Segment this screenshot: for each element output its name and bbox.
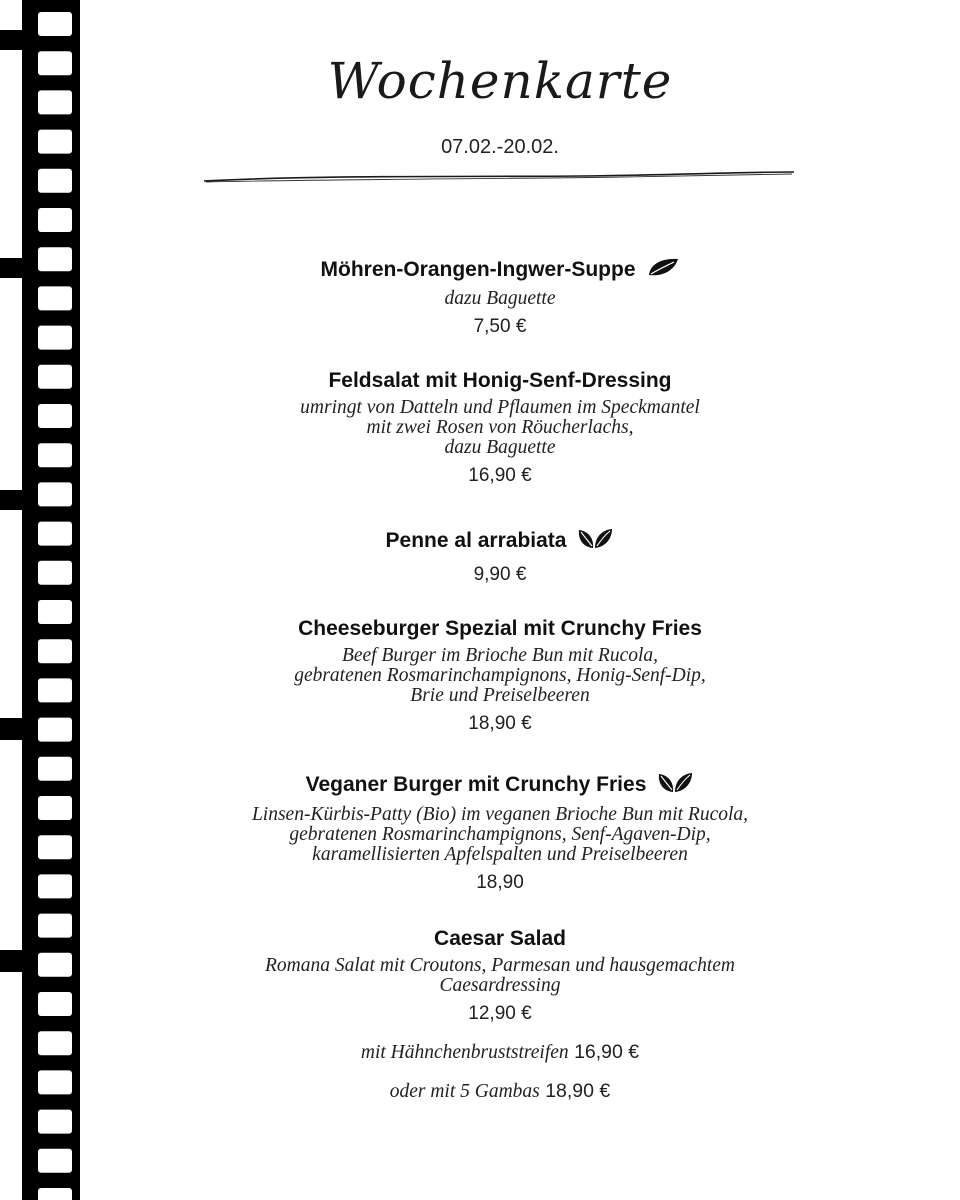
film-frame-divider	[0, 258, 24, 278]
menu-item	[80, 368, 920, 488]
extra-price: 18,90 €	[545, 1080, 611, 1102]
description-line: mit zwei Rosen von Röucherlachs,	[366, 417, 634, 438]
film-sprocket-hole	[38, 639, 72, 663]
description-line: Romana Salat mit Croutons, Parmesan und hausgemachtem	[265, 955, 735, 976]
film-sprocket-hole	[38, 404, 72, 428]
film-sprocket-hole	[38, 90, 72, 114]
menu-item	[80, 926, 920, 1104]
film-sprocket-hole	[38, 914, 72, 938]
dish-price: 16,90 €	[468, 465, 532, 486]
dish-price: 18,90	[476, 872, 524, 893]
film-sprocket-hole	[38, 1110, 72, 1134]
film-frame-divider	[0, 718, 24, 740]
film-sprocket-hole	[38, 992, 72, 1016]
film-sprocket-hole	[38, 1031, 72, 1055]
menu-title: Wochenkarte	[327, 52, 673, 110]
dish-description	[80, 805, 920, 865]
dish-name: Möhren-Orangen-Ingwer-Suppe	[320, 258, 636, 282]
film-sprocket-hole	[38, 208, 72, 232]
description-line: dazu Baguette	[444, 437, 556, 458]
dish-description	[80, 398, 920, 458]
extra-label: oder mit 5 Gambas	[389, 1081, 540, 1102]
leaf-icon	[646, 256, 680, 285]
film-sprocket-hole	[38, 678, 72, 702]
film-sprocket-hole	[38, 1070, 72, 1094]
date-range: 07.02.-20.02.	[441, 136, 559, 158]
film-sprocket-hole	[38, 169, 72, 193]
vegan-leaves-icon	[656, 770, 694, 801]
description-line: gebratenen Rosmarinchampignons, Honig-Senf-Dip,	[294, 665, 706, 686]
film-sprocket-hole	[38, 953, 72, 977]
film-frame-divider	[0, 30, 24, 50]
dish-description	[80, 956, 920, 996]
dish-name: Cheeseburger Spezial mit Crunchy Fries	[298, 617, 702, 640]
description-line: Brie und Preiselbeeren	[410, 685, 590, 706]
menu-item	[80, 526, 920, 587]
dish-extra-option	[80, 1040, 920, 1065]
film-sprocket-hole	[38, 130, 72, 154]
extra-price: 16,90 €	[574, 1041, 640, 1063]
film-sprocket-hole	[38, 51, 72, 75]
description-line: Caesardressing	[439, 975, 561, 996]
divider-line	[202, 166, 798, 188]
dish-extra-option	[80, 1079, 920, 1104]
film-sprocket-hole	[38, 247, 72, 271]
dish-price: 7,50 €	[473, 316, 527, 337]
film-sprocket-hole	[38, 796, 72, 820]
film-sprocket-hole	[38, 1149, 72, 1173]
dish-name: Feldsalat mit Honig-Senf-Dressing	[328, 369, 672, 392]
menu-item	[80, 256, 920, 339]
dish-description	[80, 646, 920, 706]
film-sprocket-hole	[38, 600, 72, 624]
dish-name: Penne al arrabiata	[385, 529, 567, 553]
vegan-leaves-icon	[576, 526, 614, 557]
film-frame-divider	[0, 490, 24, 510]
film-frame-divider	[0, 950, 24, 972]
dish-price: 18,90 €	[468, 713, 532, 734]
film-sprocket-hole	[38, 12, 72, 36]
description-line: Beef Burger im Brioche Bun mit Rucola,	[341, 645, 659, 666]
menu-item	[80, 616, 920, 736]
dish-name: Veganer Burger mit Crunchy Fries	[305, 773, 647, 797]
description-line: karamellisierten Apfelspalten und Preiselbeeren	[312, 844, 688, 865]
description-line: Linsen-Kürbis-Patty (Bio) im veganen Brioche Bun mit Rucola,	[251, 804, 749, 825]
description-line: dazu Baguette	[444, 288, 556, 309]
menu-item	[80, 770, 920, 895]
film-sprocket-hole	[38, 561, 72, 585]
film-sprocket-hole	[38, 835, 72, 859]
film-sprocket-hole	[38, 874, 72, 898]
description-line: gebratenen Rosmarinchampignons, Senf-Agaven-Dip,	[289, 824, 711, 845]
dish-name: Caesar Salad	[434, 927, 566, 950]
dish-description	[80, 289, 920, 309]
film-sprocket-hole	[38, 718, 72, 742]
film-sprocket-hole	[38, 522, 72, 546]
film-sprocket-hole	[38, 757, 72, 781]
description-line: umringt von Datteln und Pflaumen im Speckmantel	[300, 397, 700, 418]
film-sprocket-hole	[38, 365, 72, 389]
film-sprocket-hole	[38, 1188, 72, 1200]
extra-label: mit Hähnchenbruststreifen	[360, 1042, 569, 1063]
film-strip-border	[0, 0, 80, 1200]
film-sprocket-hole	[38, 482, 72, 506]
film-sprocket-hole	[38, 286, 72, 310]
film-sprocket-hole	[38, 443, 72, 467]
dish-price: 9,90 €	[473, 564, 527, 585]
dish-price: 12,90 €	[468, 1003, 532, 1024]
film-sprocket-hole	[38, 326, 72, 350]
